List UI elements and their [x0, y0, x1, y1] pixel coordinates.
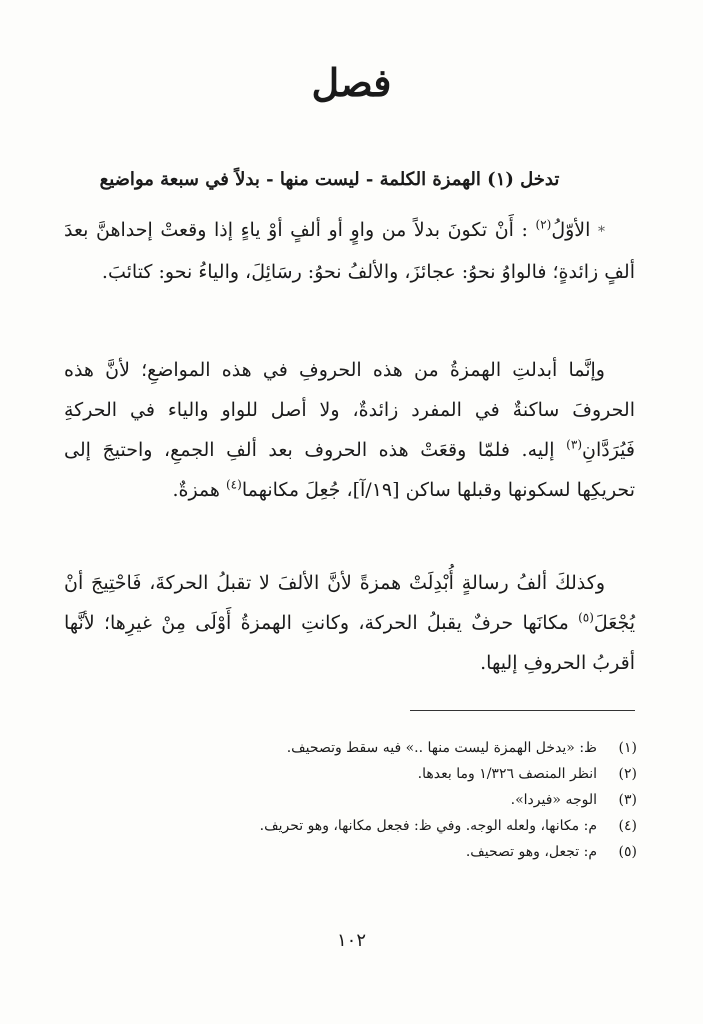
paragraph-third-part2: مكانَها حرفٌ يقبلُ الحركة، وكانتِ الهمزةُ أَوْلَى مِنْ غيرِها؛ لأنَّها أقربُ الحروفِ إليها. — [64, 612, 635, 674]
footnotes-section — [64, 735, 637, 865]
footnote-item — [64, 839, 637, 865]
footnote-item — [64, 761, 637, 787]
section-heading: تدخل (١) الهمزة الكلمة - ليست منها - بدلاً في سبعة مواضيع — [99, 169, 560, 190]
page-number: ١٠٢ — [336, 930, 366, 951]
paragraph-first-text: : أَنْ تكونَ بدلاً من واوٍ أو ألفٍ أوْ ياءٍ إذا وقعتْ إحداهنَّ بعدَ ألفٍ زائدةٍ؛ فالواوُ نحوُ: عجائزَ، والألفُ نحوُ: رسَائِلَ، والياءُ نحو: كتائبَ. — [64, 219, 635, 283]
footnote-number: (١) — [618, 740, 637, 756]
footnote-item — [64, 735, 637, 761]
footnote-text: ظ: «يدخل الهمزة ليست منها ..» فيه سقط وتصحيف. — [286, 740, 597, 756]
paragraph-third — [64, 563, 635, 683]
paragraph-second-part2: إليه. فلمّا وقعَتْ هذه الحروف بعد ألفِ الجمعِ، واحتيجَ إلى تحريكِها لسكونها وقبلها ساكن [١٩/آ]، جُعِلَ مكانهما — [64, 439, 635, 501]
paragraph-third-part1: وكذلكَ ألفُ رسالةٍ أُبْدِلَتْ همزةً لأنَّ الألفَ لا تقبلُ الحركةَ، فَاحْتِيجَ أنْ يُجْعَلَ — [64, 572, 635, 634]
footnote-number: (٣) — [618, 792, 637, 808]
footnote-text: الوجه «فيردا». — [510, 792, 597, 808]
footnote-text: انظر المنصف ١/٣٢٦ وما بعدها. — [417, 766, 597, 782]
paragraph-first — [64, 210, 635, 292]
footnote-number: (٢) — [618, 766, 637, 782]
footnote-divider — [410, 710, 635, 711]
footnote-item — [64, 813, 637, 839]
paragraph-first-lead: الأوّلُ — [551, 219, 591, 241]
paragraph-second-part3: همزةٌ. — [172, 479, 220, 501]
paragraph-second-part1: وإنَّما أبدلتِ الهمزةُ من هذه الحروفِ في هذه المواضعِ؛ لأنَّ هذه الحروفَ ساكنةٌ في المفرد زائدةٌ، ولا أصل للواو والياء في الحركةِ فَيُرَدَّانِ — [64, 359, 635, 461]
footnote-number: (٥) — [618, 844, 637, 860]
footnote-text: م: تجعل، وهو تصحيف. — [465, 844, 597, 860]
paragraph-second — [64, 350, 635, 510]
footnote-ref-3: (٣) — [566, 437, 582, 452]
footnote-number: (٤) — [618, 818, 637, 834]
footnote-text: م: مكانها، ولعله الوجه. وفي ظ: فجعل مكانها، وهو تحريف. — [259, 818, 597, 834]
footnote-item — [64, 787, 637, 813]
asterisk-mark: * — [598, 224, 605, 240]
footnote-ref-4: (٤) — [225, 477, 242, 492]
footnote-ref-2: (٢) — [535, 217, 552, 232]
footnote-ref-5: (٥) — [578, 610, 594, 625]
chapter-title: فصل — [311, 60, 392, 105]
